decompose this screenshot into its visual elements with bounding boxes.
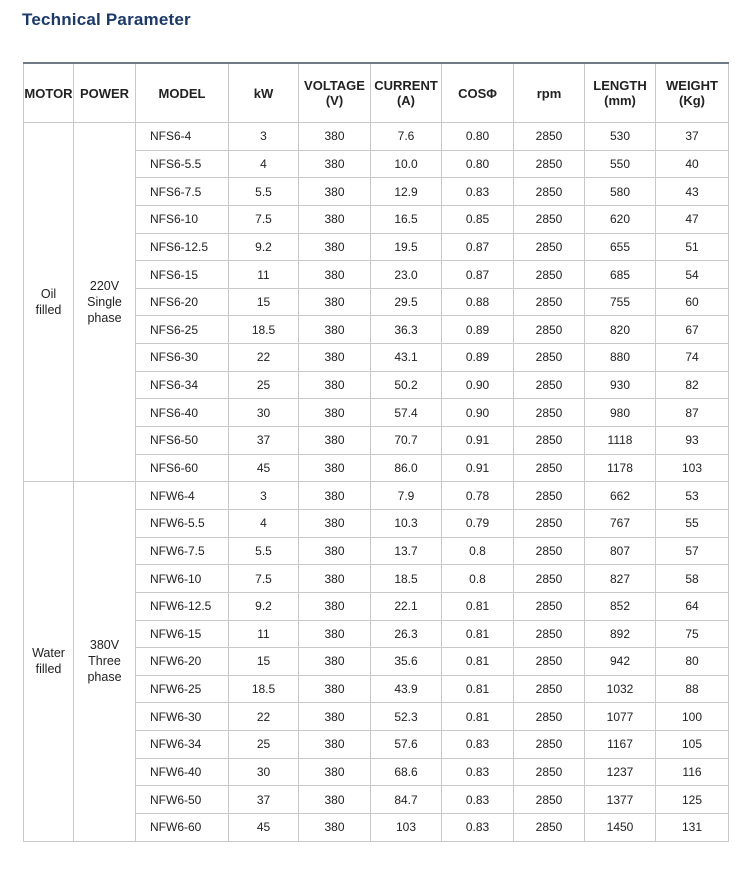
voltage-cell: 380	[299, 592, 371, 620]
rpm-cell: 2850	[514, 399, 585, 427]
length-cell: 685	[585, 261, 656, 289]
kw-cell: 18.5	[229, 316, 299, 344]
cos-cell: 0.90	[442, 399, 514, 427]
weight-cell: 100	[656, 703, 729, 731]
kw-cell: 22	[229, 344, 299, 372]
rpm-cell: 2850	[514, 537, 585, 565]
current-cell: 29.5	[371, 288, 442, 316]
voltage-cell: 380	[299, 814, 371, 842]
length-cell: 655	[585, 233, 656, 261]
length-cell: 827	[585, 565, 656, 593]
weight-cell: 88	[656, 675, 729, 703]
length-cell: 1450	[585, 814, 656, 842]
rpm-cell: 2850	[514, 150, 585, 178]
length-cell: 755	[585, 288, 656, 316]
cos-cell: 0.89	[442, 344, 514, 372]
cos-cell: 0.81	[442, 703, 514, 731]
cos-cell: 0.8	[442, 537, 514, 565]
model-cell: NFW6-30	[136, 703, 229, 731]
cos-cell: 0.80	[442, 150, 514, 178]
model-cell: NFS6-40	[136, 399, 229, 427]
rpm-cell: 2850	[514, 648, 585, 676]
kw-cell: 3	[229, 123, 299, 151]
weight-cell: 82	[656, 371, 729, 399]
weight-cell: 103	[656, 454, 729, 482]
rpm-cell: 2850	[514, 731, 585, 759]
length-cell: 1237	[585, 758, 656, 786]
current-cell: 36.3	[371, 316, 442, 344]
rpm-cell: 2850	[514, 565, 585, 593]
model-cell: NFW6-60	[136, 814, 229, 842]
current-cell: 26.3	[371, 620, 442, 648]
current-cell: 86.0	[371, 454, 442, 482]
current-cell: 7.6	[371, 123, 442, 151]
length-cell: 852	[585, 592, 656, 620]
header-cos: COSΦ	[442, 63, 514, 123]
current-cell: 103	[371, 814, 442, 842]
power-type-cell: 380V Three phase	[74, 482, 136, 841]
current-cell: 16.5	[371, 205, 442, 233]
model-cell: NFS6-34	[136, 371, 229, 399]
table-header-row	[24, 63, 729, 123]
voltage-cell: 380	[299, 758, 371, 786]
rpm-cell: 2850	[514, 427, 585, 455]
technical-parameter-table	[23, 62, 729, 842]
length-cell: 550	[585, 150, 656, 178]
cos-cell: 0.87	[442, 261, 514, 289]
voltage-cell: 380	[299, 123, 371, 151]
header-current: CURRENT (A)	[371, 63, 442, 123]
length-cell: 620	[585, 205, 656, 233]
model-cell: NFW6-4	[136, 482, 229, 510]
table-row	[24, 123, 729, 151]
weight-cell: 60	[656, 288, 729, 316]
weight-cell: 75	[656, 620, 729, 648]
rpm-cell: 2850	[514, 178, 585, 206]
model-cell: NFW6-50	[136, 786, 229, 814]
weight-cell: 57	[656, 537, 729, 565]
current-cell: 84.7	[371, 786, 442, 814]
cos-cell: 0.83	[442, 731, 514, 759]
cos-cell: 0.91	[442, 427, 514, 455]
cos-cell: 0.89	[442, 316, 514, 344]
rpm-cell: 2850	[514, 123, 585, 151]
voltage-cell: 380	[299, 786, 371, 814]
length-cell: 767	[585, 509, 656, 537]
current-cell: 43.1	[371, 344, 442, 372]
kw-cell: 11	[229, 620, 299, 648]
weight-cell: 105	[656, 731, 729, 759]
rpm-cell: 2850	[514, 344, 585, 372]
current-cell: 10.3	[371, 509, 442, 537]
current-cell: 23.0	[371, 261, 442, 289]
model-cell: NFW6-15	[136, 620, 229, 648]
header-length: LENGTH (mm)	[585, 63, 656, 123]
kw-cell: 18.5	[229, 675, 299, 703]
voltage-cell: 380	[299, 482, 371, 510]
voltage-cell: 380	[299, 537, 371, 565]
weight-cell: 80	[656, 648, 729, 676]
current-cell: 52.3	[371, 703, 442, 731]
power-type-cell: 220V Single phase	[74, 123, 136, 482]
kw-cell: 7.5	[229, 205, 299, 233]
length-cell: 930	[585, 371, 656, 399]
weight-cell: 40	[656, 150, 729, 178]
weight-cell: 93	[656, 427, 729, 455]
voltage-cell: 380	[299, 565, 371, 593]
current-cell: 50.2	[371, 371, 442, 399]
length-cell: 1077	[585, 703, 656, 731]
kw-cell: 45	[229, 814, 299, 842]
model-cell: NFS6-30	[136, 344, 229, 372]
voltage-cell: 380	[299, 371, 371, 399]
model-cell: NFW6-20	[136, 648, 229, 676]
header-weight: WEIGHT (Kg)	[656, 63, 729, 123]
weight-cell: 55	[656, 509, 729, 537]
current-cell: 57.4	[371, 399, 442, 427]
kw-cell: 45	[229, 454, 299, 482]
model-cell: NFW6-7.5	[136, 537, 229, 565]
voltage-cell: 380	[299, 454, 371, 482]
weight-cell: 87	[656, 399, 729, 427]
kw-cell: 30	[229, 758, 299, 786]
current-cell: 12.9	[371, 178, 442, 206]
voltage-cell: 380	[299, 316, 371, 344]
kw-cell: 15	[229, 648, 299, 676]
kw-cell: 37	[229, 427, 299, 455]
page-title: Technical Parameter	[22, 10, 191, 29]
length-cell: 820	[585, 316, 656, 344]
model-cell: NFW6-5.5	[136, 509, 229, 537]
voltage-cell: 380	[299, 344, 371, 372]
kw-cell: 15	[229, 288, 299, 316]
weight-cell: 125	[656, 786, 729, 814]
cos-cell: 0.80	[442, 123, 514, 151]
rpm-cell: 2850	[514, 758, 585, 786]
current-cell: 18.5	[371, 565, 442, 593]
model-cell: NFW6-10	[136, 565, 229, 593]
model-cell: NFS6-50	[136, 427, 229, 455]
rpm-cell: 2850	[514, 288, 585, 316]
weight-cell: 74	[656, 344, 729, 372]
weight-cell: 64	[656, 592, 729, 620]
voltage-cell: 380	[299, 731, 371, 759]
current-cell: 35.6	[371, 648, 442, 676]
voltage-cell: 380	[299, 675, 371, 703]
kw-cell: 25	[229, 731, 299, 759]
cos-cell: 0.83	[442, 786, 514, 814]
kw-cell: 37	[229, 786, 299, 814]
rpm-cell: 2850	[514, 509, 585, 537]
length-cell: 892	[585, 620, 656, 648]
cos-cell: 0.81	[442, 648, 514, 676]
model-cell: NFW6-12.5	[136, 592, 229, 620]
current-cell: 43.9	[371, 675, 442, 703]
kw-cell: 9.2	[229, 233, 299, 261]
header-model: MODEL	[136, 63, 229, 123]
model-cell: NFS6-60	[136, 454, 229, 482]
kw-cell: 22	[229, 703, 299, 731]
length-cell: 1167	[585, 731, 656, 759]
voltage-cell: 380	[299, 620, 371, 648]
motor-type-cell: Water filled	[24, 482, 74, 841]
kw-cell: 4	[229, 150, 299, 178]
table-row	[24, 482, 729, 510]
voltage-cell: 380	[299, 233, 371, 261]
cos-cell: 0.83	[442, 758, 514, 786]
cos-cell: 0.81	[442, 675, 514, 703]
current-cell: 7.9	[371, 482, 442, 510]
rpm-cell: 2850	[514, 620, 585, 648]
voltage-cell: 380	[299, 150, 371, 178]
kw-cell: 25	[229, 371, 299, 399]
voltage-cell: 380	[299, 288, 371, 316]
rpm-cell: 2850	[514, 675, 585, 703]
cos-cell: 0.87	[442, 233, 514, 261]
model-cell: NFW6-40	[136, 758, 229, 786]
header-kw: kW	[229, 63, 299, 123]
model-cell: NFS6-7.5	[136, 178, 229, 206]
model-cell: NFW6-25	[136, 675, 229, 703]
length-cell: 807	[585, 537, 656, 565]
cos-cell: 0.85	[442, 205, 514, 233]
rpm-cell: 2850	[514, 371, 585, 399]
rpm-cell: 2850	[514, 233, 585, 261]
current-cell: 19.5	[371, 233, 442, 261]
oil-filled-group	[24, 123, 729, 482]
kw-cell: 4	[229, 509, 299, 537]
current-cell: 13.7	[371, 537, 442, 565]
rpm-cell: 2850	[514, 814, 585, 842]
kw-cell: 7.5	[229, 565, 299, 593]
kw-cell: 11	[229, 261, 299, 289]
rpm-cell: 2850	[514, 786, 585, 814]
length-cell: 880	[585, 344, 656, 372]
voltage-cell: 380	[299, 648, 371, 676]
voltage-cell: 380	[299, 178, 371, 206]
header-power: POWER	[74, 63, 136, 123]
weight-cell: 53	[656, 482, 729, 510]
cos-cell: 0.91	[442, 454, 514, 482]
length-cell: 1178	[585, 454, 656, 482]
cos-cell: 0.90	[442, 371, 514, 399]
rpm-cell: 2850	[514, 703, 585, 731]
length-cell: 980	[585, 399, 656, 427]
weight-cell: 51	[656, 233, 729, 261]
rpm-cell: 2850	[514, 261, 585, 289]
rpm-cell: 2850	[514, 205, 585, 233]
header-motor: MOTOR	[24, 63, 74, 123]
length-cell: 580	[585, 178, 656, 206]
model-cell: NFS6-20	[136, 288, 229, 316]
current-cell: 68.6	[371, 758, 442, 786]
cos-cell: 0.83	[442, 814, 514, 842]
kw-cell: 5.5	[229, 537, 299, 565]
rpm-cell: 2850	[514, 592, 585, 620]
length-cell: 530	[585, 123, 656, 151]
kw-cell: 30	[229, 399, 299, 427]
model-cell: NFS6-4	[136, 123, 229, 151]
rpm-cell: 2850	[514, 482, 585, 510]
model-cell: NFS6-5.5	[136, 150, 229, 178]
model-cell: NFW6-34	[136, 731, 229, 759]
weight-cell: 54	[656, 261, 729, 289]
length-cell: 1032	[585, 675, 656, 703]
weight-cell: 43	[656, 178, 729, 206]
current-cell: 57.6	[371, 731, 442, 759]
length-cell: 1377	[585, 786, 656, 814]
cos-cell: 0.81	[442, 592, 514, 620]
kw-cell: 5.5	[229, 178, 299, 206]
model-cell: NFS6-10	[136, 205, 229, 233]
voltage-cell: 380	[299, 509, 371, 537]
cos-cell: 0.88	[442, 288, 514, 316]
voltage-cell: 380	[299, 399, 371, 427]
kw-cell: 9.2	[229, 592, 299, 620]
motor-type-cell: Oil filled	[24, 123, 74, 482]
weight-cell: 67	[656, 316, 729, 344]
header-rpm: rpm	[514, 63, 585, 123]
current-cell: 10.0	[371, 150, 442, 178]
cos-cell: 0.81	[442, 620, 514, 648]
length-cell: 662	[585, 482, 656, 510]
voltage-cell: 380	[299, 703, 371, 731]
length-cell: 942	[585, 648, 656, 676]
voltage-cell: 380	[299, 261, 371, 289]
rpm-cell: 2850	[514, 316, 585, 344]
cos-cell: 0.8	[442, 565, 514, 593]
model-cell: NFS6-12.5	[136, 233, 229, 261]
model-cell: NFS6-15	[136, 261, 229, 289]
rpm-cell: 2850	[514, 454, 585, 482]
model-cell: NFS6-25	[136, 316, 229, 344]
voltage-cell: 380	[299, 427, 371, 455]
weight-cell: 58	[656, 565, 729, 593]
voltage-cell: 380	[299, 205, 371, 233]
weight-cell: 47	[656, 205, 729, 233]
cos-cell: 0.79	[442, 509, 514, 537]
current-cell: 22.1	[371, 592, 442, 620]
weight-cell: 37	[656, 123, 729, 151]
water-filled-group	[24, 482, 729, 841]
cos-cell: 0.78	[442, 482, 514, 510]
weight-cell: 131	[656, 814, 729, 842]
cos-cell: 0.83	[442, 178, 514, 206]
header-voltage: VOLTAGE (V)	[299, 63, 371, 123]
length-cell: 1118	[585, 427, 656, 455]
current-cell: 70.7	[371, 427, 442, 455]
weight-cell: 116	[656, 758, 729, 786]
kw-cell: 3	[229, 482, 299, 510]
